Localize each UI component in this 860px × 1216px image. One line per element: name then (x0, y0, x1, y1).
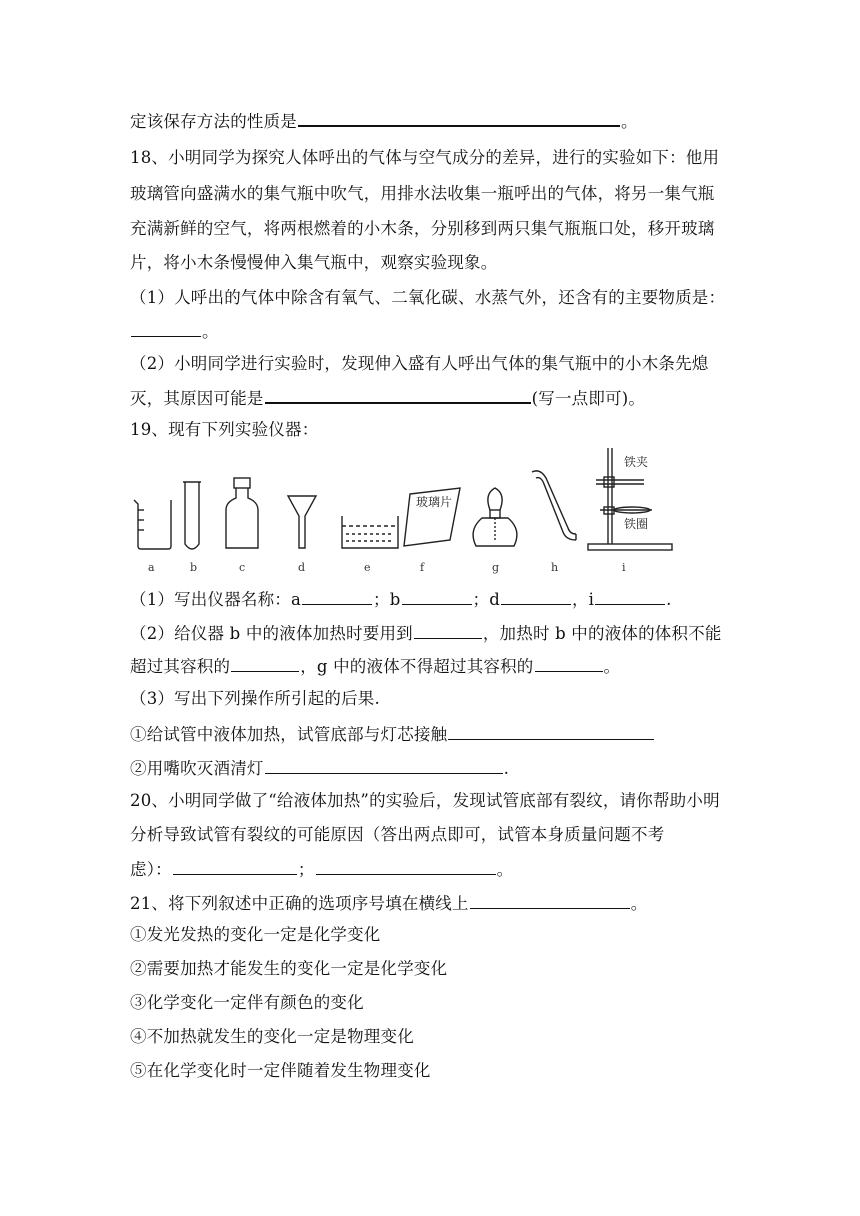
q18-part2-line-a: （2）小明同学进行实验时，发现伸入盛有人呼出气体的集气瓶中的小木条先熄 (130, 354, 709, 373)
q18-part2-line-b: 灭，其原因可能是 (写一点即可)。 (130, 386, 645, 409)
q19-blank-i[interactable] (595, 588, 665, 605)
q21-option-4: ④不加热就发生的变化一定是物理变化 (130, 1027, 414, 1046)
iron-ring-label: 铁圈 (624, 517, 649, 531)
q19-blank-d[interactable] (501, 588, 571, 605)
lab-apparatus-figure (130, 448, 690, 582)
delivery-tube-icon (532, 471, 576, 540)
q20-reason-2-blank[interactable] (316, 858, 496, 875)
q21-option-2: ②需要加热才能发生的变化一定是化学变化 (130, 959, 448, 978)
q18-part1-answer-line: 。 (130, 320, 219, 342)
label-a: a (148, 561, 155, 574)
water-trough-icon (342, 516, 398, 548)
q19-op1-blank[interactable] (448, 723, 654, 740)
test-tube-icon (183, 482, 201, 549)
q19-part3-line: （3）写出下列操作所引起的后果. (130, 689, 380, 708)
label-b: b (190, 561, 198, 574)
q18-line-2: 玻璃管向盛满水的集气瓶中吹气，用排水法收集一瓶呼出的气体，将另一集气瓶 (130, 184, 715, 203)
q19-heating-tool-blank[interactable] (414, 622, 482, 639)
q19-stem: 19、现有下列实验仪器： (130, 420, 319, 439)
q20-line-3: 虑）： ； 。 (130, 860, 514, 879)
label-e: e (364, 561, 371, 574)
label-g: g (492, 561, 500, 574)
q18-line-3: 充满新鲜的空气，将两根燃着的小木条，分别移到两只集气瓶瓶口处，移开玻璃 (130, 219, 715, 238)
q20-line-2: 分析导致试管有裂纹的可能原因（答出两点即可，试管本身质量问题不考 (130, 825, 665, 844)
q19-part2-line-b: 超过其容积的 ，g 中的液体不得超过其容积的 。 (130, 657, 621, 676)
q18-line-1: 18、小明同学为探究人体呼出的气体与空气成分的差异，进行的实验如下：他用 (130, 148, 720, 167)
label-h: h (551, 561, 559, 574)
funnel-icon (288, 496, 316, 548)
q17-tail-text: 定该保存方法的性质是 (130, 112, 297, 131)
q20-line-1: 20、小明同学做了“给液体加热”的实验后，发现试管底部有裂纹，请你帮助小明 (130, 791, 720, 810)
q17-tail-line: 定该保存方法的性质是 。 (130, 109, 638, 132)
q18-part1-line: （1）人呼出的气体中除含有氧气、二氧化碳、水蒸气外，还含有的主要物质是： (130, 288, 726, 307)
iron-clamp-label: 铁夹 (624, 455, 649, 469)
q19-operation-2: ②用嘴吹灭酒清灯 . (130, 759, 510, 778)
q21-stem: 21、将下列叙述中正确的选项序号填在横线上 。 (130, 894, 648, 913)
label-i: i (622, 561, 626, 574)
q21-option-1: ①发光发热的变化一定是化学变化 (130, 925, 381, 944)
label-f: f (420, 561, 425, 574)
q19-blank-b[interactable] (402, 588, 472, 605)
q19-part1-line: （1）写出仪器名称：a ；b ；d ，i . (130, 590, 672, 609)
q20-reason-1-blank[interactable] (173, 858, 297, 875)
glass-plate-label: 玻璃片 (416, 495, 453, 509)
alcohol-lamp-icon (473, 488, 517, 546)
q18-part1-blank[interactable] (131, 320, 201, 337)
label-d: d (298, 561, 306, 574)
label-c: c (239, 561, 246, 574)
q19-operation-1: ①给试管中液体加热，试管底部与灯芯接触 (130, 723, 655, 745)
reagent-bottle-icon (226, 478, 258, 548)
beaker-icon (134, 500, 171, 549)
q21-option-5: ⑤在化学变化时一定伴随着发生物理变化 (130, 1061, 431, 1080)
q18-line-4: 片，将小木条慢慢伸入集气瓶中，观察实验现象。 (130, 253, 498, 272)
q19-part2-line-a: （2）给仪器 b 中的液体加热时要用到 ，加热时 b 中的液体的体积不能 (130, 624, 722, 643)
q21-answer-blank[interactable] (470, 892, 630, 909)
q19-b-volume-blank[interactable] (231, 655, 299, 672)
q17-answer-blank[interactable] (298, 109, 620, 127)
q19-op2-blank[interactable] (265, 757, 503, 774)
q18-part2-blank[interactable] (265, 386, 531, 404)
q19-blank-a[interactable] (302, 588, 372, 605)
q19-g-volume-blank[interactable] (535, 655, 603, 672)
q21-option-3: ③化学变化一定伴有颜色的变化 (130, 993, 364, 1012)
